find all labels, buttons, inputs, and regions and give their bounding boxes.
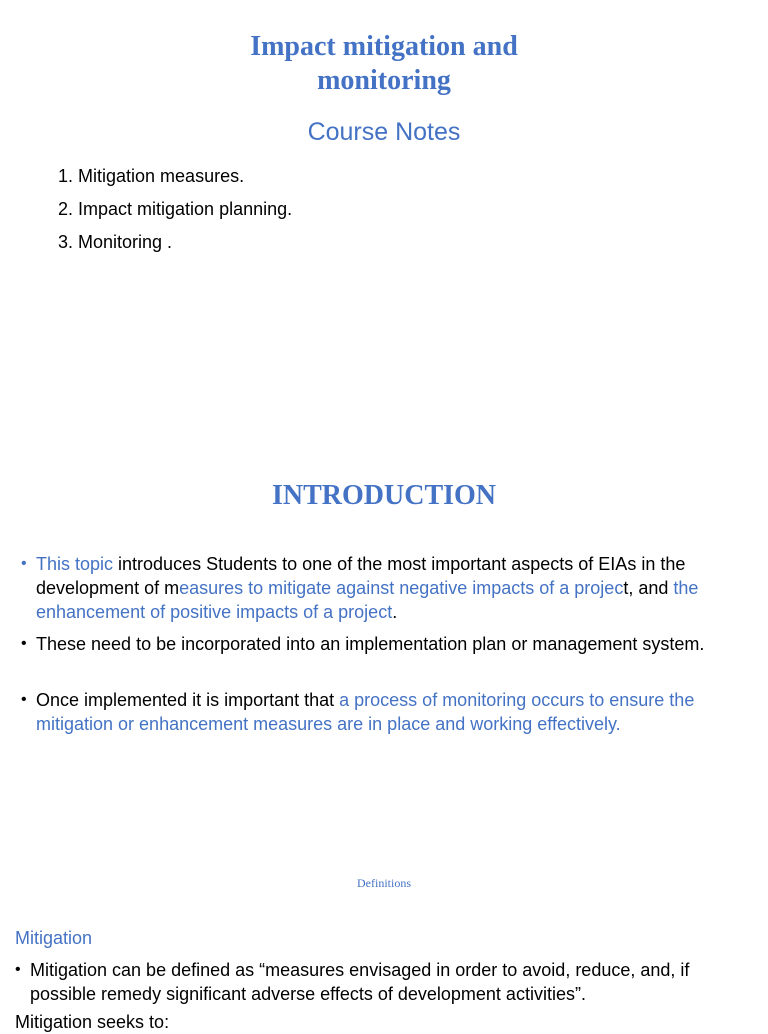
body-text: Mitigation can be defined as “measures envisaged in order to avoid, reduce, and, if possible remedy significant adverse effects of development activities”.: [30, 960, 690, 1004]
course-notes-list: [58, 160, 292, 259]
course-title-line-2: monitoring: [317, 65, 451, 96]
bullet-icon: •: [21, 691, 27, 708]
bullet-icon: •: [21, 635, 27, 652]
course-notes-heading: Course Notes: [307, 118, 461, 146]
body-text: introduces Students to one of the most important aspects of EIAs in the development of m: [36, 554, 686, 598]
intro-bullet-2: [21, 632, 748, 656]
course-title-line-1: Impact mitigation and: [250, 31, 518, 62]
definitions-label: Definitions: [357, 876, 411, 890]
list-item: 3. Monitoring .: [58, 232, 173, 252]
mitigation-bullet-1: [15, 958, 758, 1006]
highlight-text: the enhancement of positive impacts of a project: [36, 578, 699, 622]
body-text: These need to be incorporated into an implementation plan or management system.: [36, 634, 705, 654]
mitigation-heading: Mitigation: [15, 928, 93, 948]
list-item: 1. Mitigation measures.: [58, 166, 245, 186]
body-text: .: [392, 602, 398, 622]
introduction-title: INTRODUCTION: [271, 480, 497, 511]
course-title: [0, 30, 768, 98]
highlight-text: This topic: [36, 554, 114, 574]
highlight-text: a process of monitoring occurs to ensure the mitigation or enhancement measures are in place and working effectively.: [36, 690, 695, 734]
highlight-text: easures to mitigate against negative impacts of a projec: [179, 578, 624, 598]
bullet-icon: •: [21, 555, 27, 572]
body-text: t, and: [623, 578, 674, 598]
intro-bullet-1: [21, 552, 762, 624]
bullet-icon: •: [15, 961, 21, 978]
intro-bullet-3: [21, 688, 762, 736]
list-item: 2. Impact mitigation planning.: [58, 199, 293, 219]
body-text: Once implemented it is important that: [36, 690, 340, 710]
mitigation-seeks-text: Mitigation seeks to:: [15, 1012, 170, 1032]
